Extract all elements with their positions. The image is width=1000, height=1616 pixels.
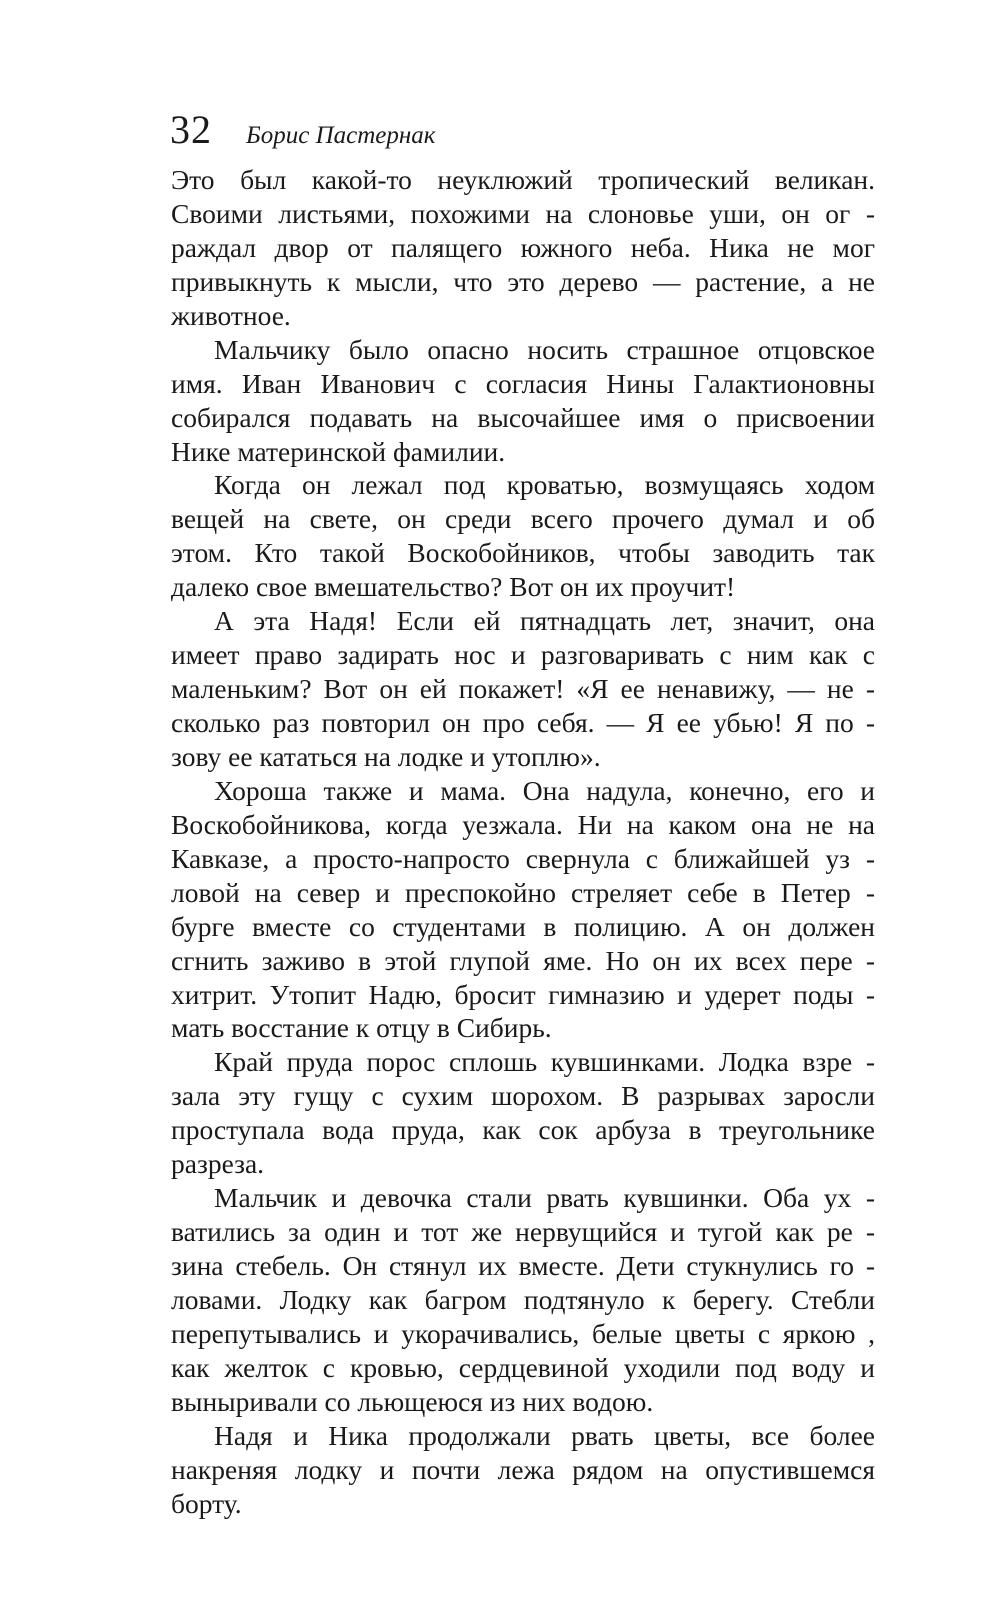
text-line: вещей на свете, он среди всего прочего думал и об (171, 503, 875, 535)
text-line: Своими листьями, похожими на слоновье уши, он ог - (171, 197, 875, 229)
paragraph (171, 468, 875, 604)
text-line: как желток с кровью, сердцевиной уходили под воду и (171, 1351, 875, 1383)
text-line: ватились за один и тот же нервущийся и тугой как ре - (171, 1216, 875, 1248)
text-line: зала эту гущу с сухим шорохом. В разрывах заросли (171, 1080, 875, 1112)
text-line: Это был какой-то неуклюжий тропический великан. (171, 164, 875, 195)
text-line: имя. Иван Иванович с согласия Нины Галактионовны (171, 367, 875, 399)
text-line: Кавказе, а просто-напросто свернула с ближайшей уз - (171, 842, 875, 874)
text-line: Мальчику было опасно носить страшное отцовское (214, 333, 875, 365)
text-line: сгнить заживо в этой глупой яме. Но он их всех пере - (171, 944, 875, 976)
text-line: сколько раз повторил он про себя. — Я ее убью! Я по - (171, 707, 875, 738)
text-line: выныривали со льющеюся из них водою. (171, 1385, 654, 1417)
text-line: Нике материнской фамилии. (171, 435, 506, 467)
text-line: хитрит. Утопит Надю, бросит гимназию и удерет поды - (171, 978, 875, 1010)
page-number: 32 (170, 107, 212, 152)
text-line: имеет право задирать нос и разговаривать с ним как с (171, 639, 875, 671)
running-head (170, 100, 436, 160)
paragraph (171, 1045, 875, 1181)
paragraph (171, 774, 875, 1046)
text-line: Хороша также и мама. Она надула, конечно, его и (214, 774, 875, 806)
text-line: привыкнуть к мысли, что это дерево — растение, а не (171, 265, 875, 297)
text-line: Надя и Ника продолжали рвать цветы, все более (214, 1419, 875, 1451)
body-text (171, 163, 875, 1521)
text-line: животное. (171, 299, 291, 331)
text-line: бурге вместе со студентами в полицию. А он должен (171, 910, 875, 942)
text-line: мать восстание к отцу в Сибирь. (171, 1012, 552, 1044)
text-line: борту. (171, 1487, 242, 1519)
text-line: этом. Кто такой Воскобойников, чтобы заводить так (171, 537, 875, 569)
text-line: проступала вода пруда, как сок арбуза в треугольнике (171, 1114, 875, 1146)
text-line: А эта Надя! Если ей пятнадцать лет, значит, она (214, 605, 875, 637)
text-line: Край пруда порос сплошь кувшинками. Лодка взре - (214, 1046, 875, 1078)
text-line: накреняя лодку и почти лежа рядом на опустившемся (171, 1453, 875, 1485)
paragraph (171, 333, 875, 469)
running-head-author: Борис Пастернак (246, 122, 436, 149)
text-line: собирался подавать на высочайшее имя о присвоении (171, 401, 875, 433)
paragraph (171, 1181, 875, 1419)
paragraph (171, 1419, 875, 1521)
text-line: ловами. Лодку как багром подтянуло к берегу. Стебли (171, 1283, 875, 1315)
text-line: далеко свое вмешательство? Вот он их проучит! (171, 571, 736, 603)
text-line: зина стебель. Он стянул их вместе. Дети стукнулись го - (171, 1250, 875, 1281)
text-line: маленьким? Вот он ей покажет! «Я ее ненавижу, — не - (171, 673, 875, 705)
text-line: Мальчик и девочка стали рвать кувшинки. Оба ух - (214, 1182, 875, 1214)
paragraph (171, 604, 875, 774)
text-line: Воскобойникова, когда уезжала. Ни на каком она не на (171, 808, 875, 840)
text-line: перепутывались и укорачивались, белые цветы с яркою , (171, 1317, 875, 1349)
paragraph (171, 163, 875, 333)
text-line: разреза. (171, 1148, 265, 1180)
text-line: раждал двор от палящего южного неба. Ника не мог (171, 231, 875, 263)
text-line: Когда он лежал под кроватью, возмущаясь ходом (214, 469, 875, 501)
text-line: зову ее кататься на лодке и утоплю». (171, 740, 601, 772)
text-line: ловой на север и преспокойно стреляет себе в Петер - (171, 876, 875, 908)
